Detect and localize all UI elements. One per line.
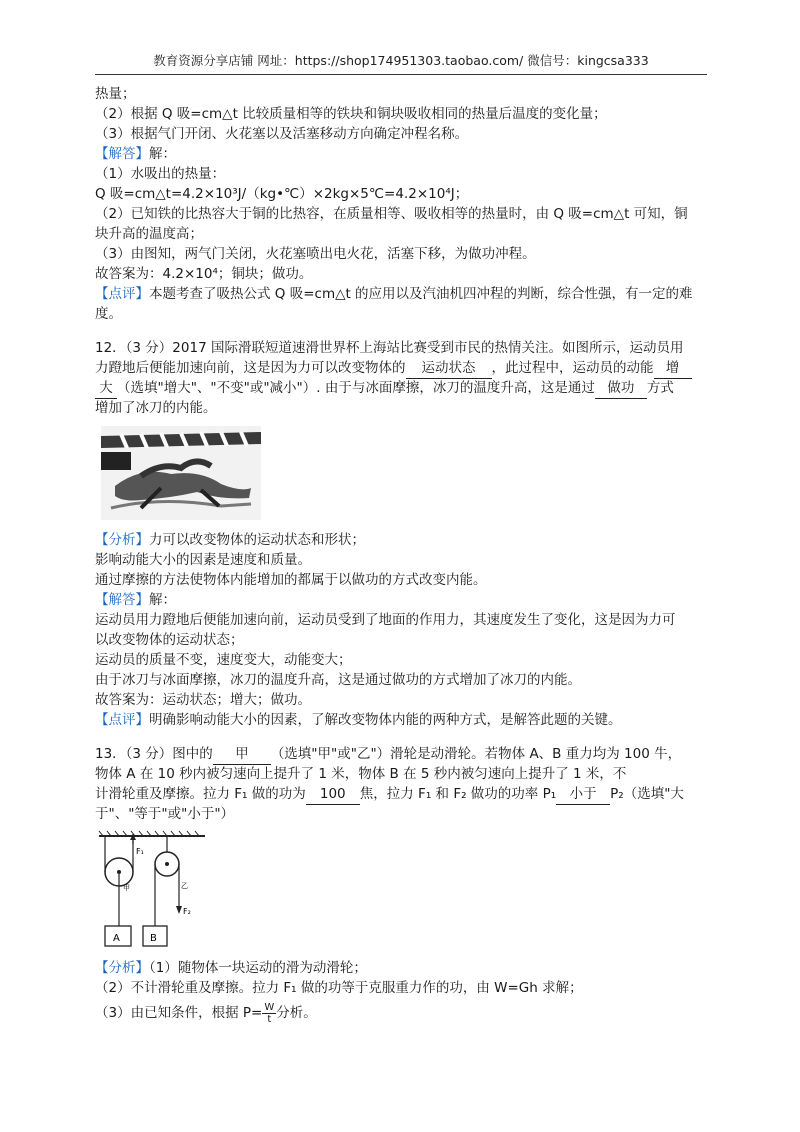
force-f1-label: F₁ — [136, 847, 144, 856]
text-line: Q 吸=cm△t=4.2×10³J/（kg•℃）×2kg×5℃=4.2×10⁴J； — [95, 186, 469, 202]
solution-tag: 【解答】 — [95, 146, 149, 162]
text-line: 故答案为：4.2×10⁴；铜块；做功。 — [95, 266, 313, 282]
pulley-yi-label: 乙 — [181, 882, 188, 890]
text-line: （3）由图知，两气门关闭，火花塞喷出电火花，活塞下移，为做功冲程。 — [95, 246, 536, 262]
analysis-tag: 【分析】 — [95, 960, 149, 976]
answer-blank: 甲 — [213, 744, 271, 765]
answer-blank: 100 — [306, 784, 360, 805]
text-line: 度。 — [95, 306, 122, 322]
solution-tag: 【解答】 — [95, 592, 149, 608]
solution-line: 【解答】解： — [95, 592, 176, 608]
question-12-line: 力蹬地后便能加速向前，这是因为力可以改变物体的 运动状态 ，此过程中，运动员的动能 增 — [95, 358, 707, 378]
text-line: （3）由已知条件，根据 P= $\frac{W}{t}$ 分析。 — [95, 1001, 317, 1025]
analysis-tag: 【分析】 — [95, 532, 149, 548]
text-line: 影响动能大小的因素是速度和质量。 — [95, 552, 311, 568]
text-line: （2）根据 Q 吸=cm△t 比较质量相等的铁块和铜块吸收相同的热量后温度的变化量； — [95, 106, 607, 122]
fraction-w-over-t: $\frac{W}{t}$ — [264, 1001, 275, 1025]
comment-line: 【点评】明确影响动能大小的因素，了解改变物体内能的两种方式，是解答此题的关键。 — [95, 712, 622, 728]
question-13-line: 13．（3 分）图中的 甲 （选填"甲"或"乙"）滑轮是动滑轮。若物体 A、B 重力均为 100 牛， — [95, 744, 707, 764]
question-13-line: 于"、"等于"或"小于"） — [95, 806, 235, 822]
text-line: 由于冰刀与冰面摩擦，冰刀的温度升高，这是通过做功的方式增加了冰刀的内能。 — [95, 672, 581, 688]
answer-blank: 增 — [654, 358, 692, 379]
text-line: 热量； — [95, 86, 136, 102]
comment-line: 【点评】本题考查了吸热公式 Q 吸=cm△t 的应用以及汽油机四冲程的判断，综合性强，有一定的难 — [95, 286, 693, 302]
document-body — [95, 84, 707, 1028]
text-line: 运动员的质量不变，速度变大，动能变大； — [95, 652, 352, 668]
solution-line: 【解答】解： — [95, 146, 176, 162]
text-line: 运动员用力蹬地后便能加速向前，运动员受到了地面的作用力，其速度发生了变化，这是因为力可 — [95, 612, 676, 628]
text-line: 以改变物体的运动状态； — [95, 632, 244, 648]
question-13-line: 计滑轮重及摩擦。拉力 F₁ 做的功为 100 焦，拉力 F₁ 和 F₂ 做功的功率 P₁ 小于 P₂（选填"大 — [95, 784, 707, 804]
analysis-line: 【分析】（1）随物体一块运动的滑为动滑轮； — [95, 960, 367, 976]
analysis-line: 【分析】力可以改变物体的运动状态和形状； — [95, 532, 365, 548]
force-f2-label: F₂ — [183, 907, 191, 916]
question-13-line: 物体 A 在 10 秒内被匀速向上提升了 1 米，物体 B 在 5 秒内被匀速向上提升了 1 米，不 — [95, 766, 627, 782]
answer-blank: 大 — [95, 378, 117, 399]
text-line: （1）水吸出的热量： — [95, 166, 226, 182]
text-line: （2）不计滑轮重及摩擦。拉力 F₁ 做的功等于克服重力作的功，由 W=Gh 求解； — [95, 980, 583, 996]
text-line: 块升高的温度高； — [95, 226, 203, 242]
speed-skater-photo — [101, 426, 261, 520]
text-line: 故答案为：运动状态；增大；做功。 — [95, 692, 311, 708]
comment-tag: 【点评】 — [95, 712, 149, 728]
block-a-label: A — [113, 933, 120, 944]
answer-blank: 小于 — [556, 784, 610, 805]
pulley-diagram — [97, 830, 207, 948]
header-text: 教育资源分享店铺 网址：https://shop174951303.taobao.com/ 微信号：kingcsa333 — [153, 53, 649, 68]
answer-blank: 做功 — [595, 378, 647, 399]
comment-tag: 【点评】 — [95, 286, 149, 302]
page-header — [95, 52, 707, 75]
block-b-label: B — [150, 933, 157, 944]
question-12-line: 大 （选填"增大"、"不变"或"减小"）. 由于与冰面摩擦，冰刀的温度升高，这是通过 做功 方式 — [95, 378, 707, 398]
text-line: 通过摩擦的方法使物体内能增加的都属于以做功的方式改变内能。 — [95, 572, 487, 588]
text-line: （3）根据气门开闭、火花塞以及活塞移动方向确定冲程名称。 — [95, 126, 469, 142]
text-line: （2）已知铁的比热容大于铜的比热容，在质量相等、吸收相等的热量时，由 Q 吸=cm△t 可知，铜 — [95, 206, 688, 222]
answer-blank: 运动状态 — [406, 358, 492, 379]
pulley-jia-label: 甲 — [123, 884, 130, 892]
question-12-line: 增加了冰刀的内能。 — [95, 400, 217, 416]
question-12-line: 12．（3 分）2017 国际滑联短道速滑世界杯上海站比赛受到市民的热情关注。如图所示，运动员用 — [95, 340, 684, 356]
